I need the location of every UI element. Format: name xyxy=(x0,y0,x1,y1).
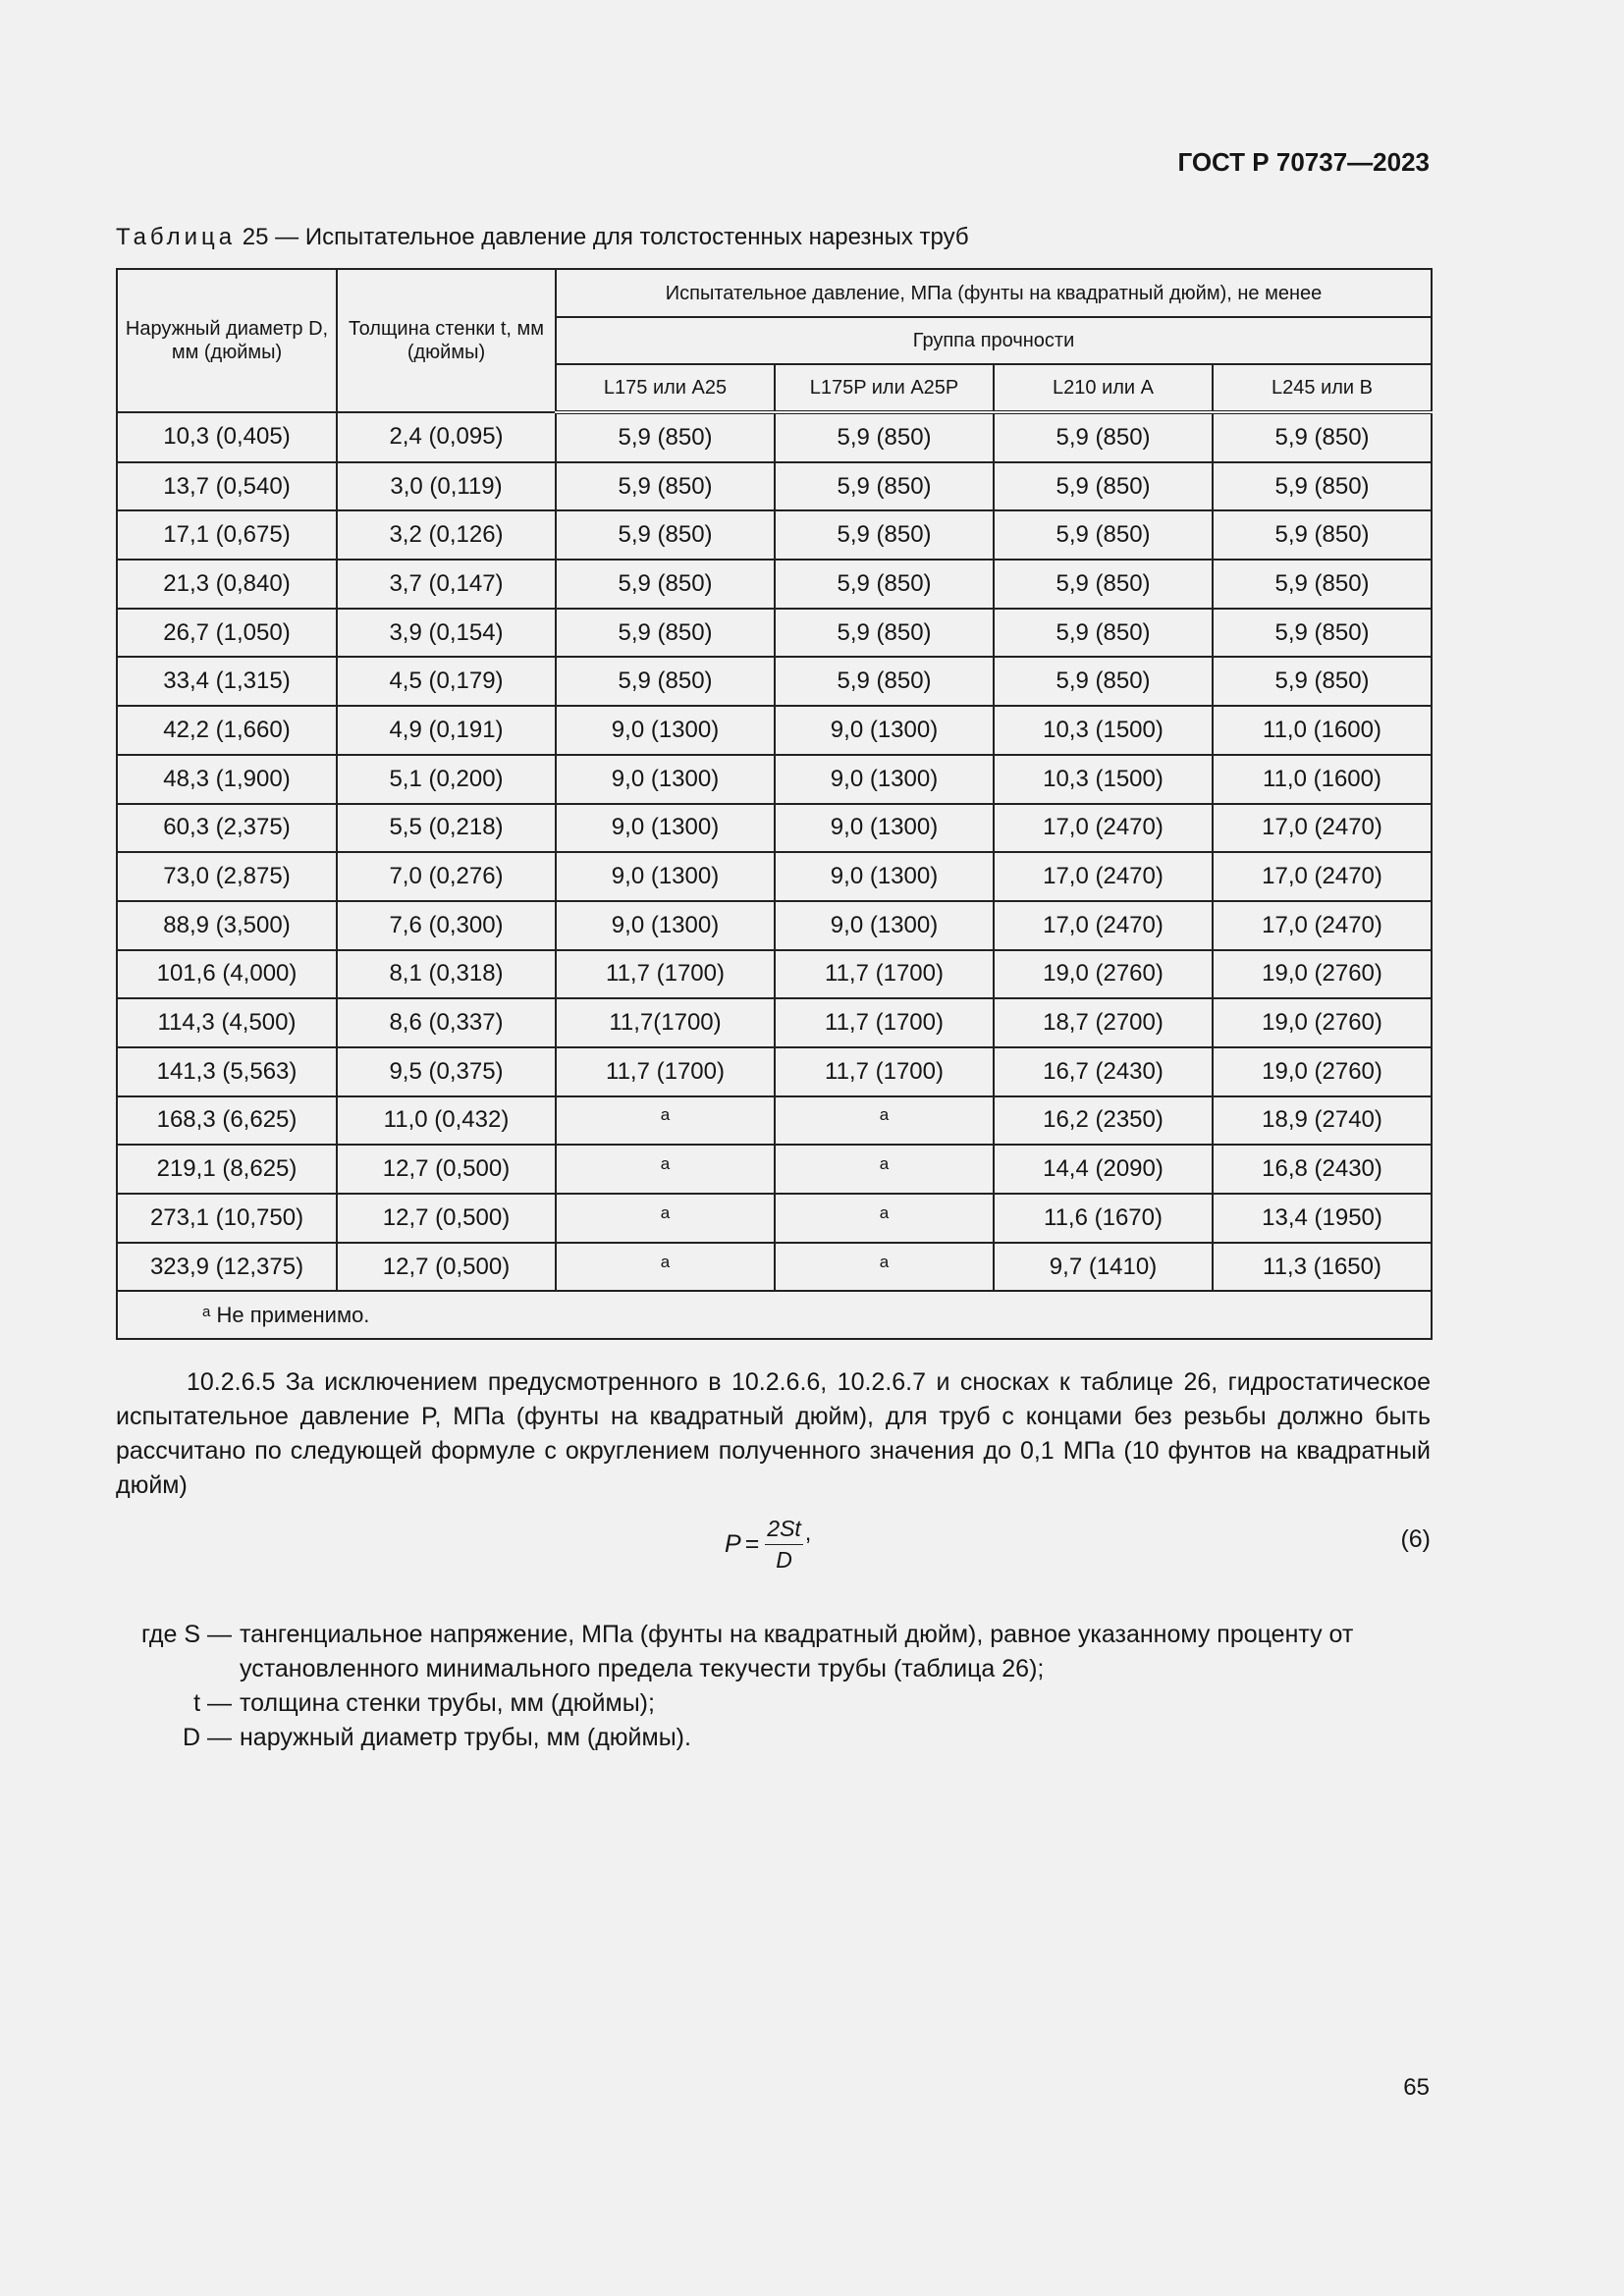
cell-outer-diameter: 323,9 (12,375) xyxy=(117,1243,337,1292)
cell-outer-diameter: 17,1 (0,675) xyxy=(117,510,337,560)
cell-test-pressure xyxy=(556,1096,775,1146)
definition-text: тангенциальное напряжение, МПа (фунты на квадратный дюйм), равное указанному проценту от установленного минимального предела текучести трубы (таблица 26); xyxy=(240,1621,1354,1682)
not-applicable-mark: a xyxy=(879,1202,890,1222)
cell-outer-diameter: 33,4 (1,315) xyxy=(117,657,337,706)
cell-test-pressure: 16,8 (2430) xyxy=(1213,1145,1432,1194)
cell-test-pressure: 17,0 (2470) xyxy=(994,852,1213,901)
cell-test-pressure: 18,7 (2700) xyxy=(994,998,1213,1047)
cell-test-pressure: 9,0 (1300) xyxy=(556,755,775,804)
table-body xyxy=(117,412,1432,1291)
table-row xyxy=(117,510,1432,560)
table-row xyxy=(117,755,1432,804)
body-paragraph xyxy=(116,1365,1431,1503)
cell-wall-thickness: 7,0 (0,276) xyxy=(337,852,556,901)
cell-test-pressure: 11,6 (1670) xyxy=(994,1194,1213,1243)
table-row xyxy=(117,1243,1432,1292)
cell-test-pressure: 5,9 (850) xyxy=(1213,609,1432,658)
table-row xyxy=(117,1145,1432,1194)
table-row xyxy=(117,560,1432,609)
cell-test-pressure: 5,9 (850) xyxy=(556,462,775,511)
table-caption-prefix: Таблица xyxy=(116,224,237,250)
cell-outer-diameter: 88,9 (3,500) xyxy=(117,901,337,950)
table-row xyxy=(117,412,1432,462)
cell-test-pressure xyxy=(556,1194,775,1243)
cell-test-pressure: 18,9 (2740) xyxy=(1213,1096,1432,1146)
cell-test-pressure: 16,2 (2350) xyxy=(994,1096,1213,1146)
cell-outer-diameter: 48,3 (1,900) xyxy=(117,755,337,804)
cell-test-pressure xyxy=(556,1243,775,1292)
definition-term: t — xyxy=(193,1689,232,1717)
cell-test-pressure: 5,9 (850) xyxy=(775,609,994,658)
table-row xyxy=(117,804,1432,853)
cell-outer-diameter: 141,3 (5,563) xyxy=(117,1047,337,1096)
header-outer-diameter: Наружный диаметр D, мм (дюймы) xyxy=(117,269,337,412)
cell-test-pressure xyxy=(775,1194,994,1243)
cell-wall-thickness: 12,7 (0,500) xyxy=(337,1194,556,1243)
cell-test-pressure: 5,9 (850) xyxy=(994,560,1213,609)
cell-test-pressure: 5,9 (850) xyxy=(994,657,1213,706)
equation-number: (6) xyxy=(1400,1525,1431,1553)
cell-test-pressure: 19,0 (2760) xyxy=(1213,1047,1432,1096)
page-number: 65 xyxy=(1403,2074,1430,2101)
cell-test-pressure: 9,0 (1300) xyxy=(556,852,775,901)
cell-test-pressure: 5,9 (850) xyxy=(994,510,1213,560)
cell-outer-diameter: 10,3 (0,405) xyxy=(117,412,337,462)
header-grade: L175P или A25P xyxy=(775,364,994,412)
table-row xyxy=(117,852,1432,901)
cell-test-pressure: 11,7(1700) xyxy=(556,998,775,1047)
cell-wall-thickness: 9,5 (0,375) xyxy=(337,1047,556,1096)
cell-test-pressure: 9,7 (1410) xyxy=(994,1243,1213,1292)
header-grade: L245 или B xyxy=(1213,364,1432,412)
document-id: ГОСТ Р 70737—2023 xyxy=(1177,147,1430,177)
table-row xyxy=(117,657,1432,706)
cell-test-pressure: 9,0 (1300) xyxy=(775,755,994,804)
cell-test-pressure: 5,9 (850) xyxy=(1213,412,1432,462)
cell-test-pressure: 5,9 (850) xyxy=(1213,657,1432,706)
cell-test-pressure: 9,0 (1300) xyxy=(556,804,775,853)
cell-test-pressure: 11,7 (1700) xyxy=(556,1047,775,1096)
definition-item xyxy=(116,1721,1431,1755)
cell-test-pressure: 5,9 (850) xyxy=(556,657,775,706)
cell-test-pressure: 5,9 (850) xyxy=(994,609,1213,658)
cell-test-pressure: 9,0 (1300) xyxy=(775,901,994,950)
cell-test-pressure: 11,7 (1700) xyxy=(775,998,994,1047)
cell-wall-thickness: 4,5 (0,179) xyxy=(337,657,556,706)
cell-test-pressure: 5,9 (850) xyxy=(556,412,775,462)
header-grade: L210 или A xyxy=(994,364,1213,412)
cell-test-pressure xyxy=(775,1243,994,1292)
cell-test-pressure: 19,0 (2760) xyxy=(1213,998,1432,1047)
table-caption xyxy=(116,224,969,251)
table-row xyxy=(117,462,1432,511)
cell-test-pressure: 11,3 (1650) xyxy=(1213,1243,1432,1292)
cell-test-pressure: 17,0 (2470) xyxy=(994,804,1213,853)
footnote-mark: a xyxy=(202,1303,211,1320)
cell-wall-thickness: 8,6 (0,337) xyxy=(337,998,556,1047)
cell-test-pressure: 9,0 (1300) xyxy=(556,706,775,755)
cell-test-pressure: 5,9 (850) xyxy=(556,510,775,560)
cell-outer-diameter: 168,3 (6,625) xyxy=(117,1096,337,1146)
cell-test-pressure: 5,9 (850) xyxy=(556,560,775,609)
formula-denominator: D xyxy=(776,1547,792,1573)
table-row xyxy=(117,1096,1432,1146)
cell-test-pressure: 11,7 (1700) xyxy=(556,950,775,999)
cell-test-pressure xyxy=(775,1145,994,1194)
definition-term: где S — xyxy=(140,1621,232,1648)
formula-numerator: 2St xyxy=(765,1516,803,1545)
cell-outer-diameter: 101,6 (4,000) xyxy=(117,950,337,999)
table-row xyxy=(117,706,1432,755)
definitions-list xyxy=(116,1618,1431,1755)
cell-wall-thickness: 4,9 (0,191) xyxy=(337,706,556,755)
header-test-pressure: Испытательное давление, МПа (фунты на квадратный дюйм), не менее xyxy=(556,269,1432,317)
table-row xyxy=(117,950,1432,999)
cell-test-pressure: 5,9 (850) xyxy=(994,462,1213,511)
not-applicable-mark: a xyxy=(879,1105,890,1125)
definition-text: наружный диаметр трубы, мм (дюймы). xyxy=(240,1724,691,1751)
not-applicable-mark: a xyxy=(879,1154,890,1174)
cell-test-pressure: 13,4 (1950) xyxy=(1213,1194,1432,1243)
cell-wall-thickness: 5,1 (0,200) xyxy=(337,755,556,804)
cell-wall-thickness: 11,0 (0,432) xyxy=(337,1096,556,1146)
cell-test-pressure xyxy=(556,1145,775,1194)
cell-test-pressure: 16,7 (2430) xyxy=(994,1047,1213,1096)
cell-test-pressure: 17,0 (2470) xyxy=(1213,901,1432,950)
definition-item xyxy=(116,1686,1431,1721)
header-strength-group: Группа прочности xyxy=(556,317,1432,364)
cell-outer-diameter: 21,3 (0,840) xyxy=(117,560,337,609)
cell-outer-diameter: 73,0 (2,875) xyxy=(117,852,337,901)
table-row xyxy=(117,901,1432,950)
cell-outer-diameter: 42,2 (1,660) xyxy=(117,706,337,755)
cell-wall-thickness: 3,7 (0,147) xyxy=(337,560,556,609)
pressure-table xyxy=(116,268,1433,1340)
cell-test-pressure: 9,0 (1300) xyxy=(556,901,775,950)
table-row xyxy=(117,998,1432,1047)
cell-outer-diameter: 219,1 (8,625) xyxy=(117,1145,337,1194)
header-wall-thickness: Толщина стенки t, мм (дюймы) xyxy=(337,269,556,412)
cell-test-pressure: 10,3 (1500) xyxy=(994,706,1213,755)
cell-wall-thickness: 5,5 (0,218) xyxy=(337,804,556,853)
cell-test-pressure: 17,0 (2470) xyxy=(1213,852,1432,901)
footnote-text: Не применимо. xyxy=(216,1302,370,1327)
definition-item xyxy=(116,1618,1431,1686)
formula-trail: , xyxy=(804,1520,812,1545)
cell-test-pressure xyxy=(775,1096,994,1146)
cell-test-pressure: 14,4 (2090) xyxy=(994,1145,1213,1194)
not-applicable-mark: a xyxy=(879,1252,890,1271)
cell-test-pressure: 11,7 (1700) xyxy=(775,950,994,999)
cell-outer-diameter: 13,7 (0,540) xyxy=(117,462,337,511)
formula-equals: = xyxy=(744,1530,760,1558)
cell-test-pressure: 9,0 (1300) xyxy=(775,852,994,901)
cell-test-pressure: 5,9 (850) xyxy=(775,657,994,706)
cell-wall-thickness: 2,4 (0,095) xyxy=(337,412,556,462)
cell-test-pressure: 5,9 (850) xyxy=(994,412,1213,462)
paragraph-text: 10.2.6.5 За исключением предусмотренного в 10.2.6.6, 10.2.6.7 и сносках к таблице 26, гидростатическое испытательное давление P, МПа (фунты на квадратный дюйм), для труб с концами без резьбы должно быть рассчитано по следующей формуле с округлением полученного значения до 0,1 МПа (10 фунтов на квадратный дюйм) xyxy=(116,1368,1431,1499)
formula xyxy=(725,1516,811,1574)
cell-wall-thickness: 3,0 (0,119) xyxy=(337,462,556,511)
cell-outer-diameter: 26,7 (1,050) xyxy=(117,609,337,658)
cell-outer-diameter: 273,1 (10,750) xyxy=(117,1194,337,1243)
cell-test-pressure: 5,9 (850) xyxy=(1213,510,1432,560)
cell-test-pressure: 9,0 (1300) xyxy=(775,804,994,853)
table-footnote xyxy=(117,1291,1432,1339)
cell-test-pressure: 9,0 (1300) xyxy=(775,706,994,755)
formula-fraction xyxy=(765,1516,803,1574)
cell-outer-diameter: 60,3 (2,375) xyxy=(117,804,337,853)
cell-test-pressure: 5,9 (850) xyxy=(775,462,994,511)
table-row xyxy=(117,1047,1432,1096)
cell-wall-thickness: 3,2 (0,126) xyxy=(337,510,556,560)
not-applicable-mark: a xyxy=(660,1105,671,1125)
not-applicable-mark: a xyxy=(660,1202,671,1222)
cell-test-pressure: 19,0 (2760) xyxy=(994,950,1213,999)
cell-test-pressure: 19,0 (2760) xyxy=(1213,950,1432,999)
cell-test-pressure: 5,9 (850) xyxy=(556,609,775,658)
cell-test-pressure: 11,0 (1600) xyxy=(1213,755,1432,804)
cell-wall-thickness: 8,1 (0,318) xyxy=(337,950,556,999)
cell-test-pressure: 17,0 (2470) xyxy=(994,901,1213,950)
cell-test-pressure: 5,9 (850) xyxy=(775,412,994,462)
cell-wall-thickness: 12,7 (0,500) xyxy=(337,1145,556,1194)
cell-test-pressure: 17,0 (2470) xyxy=(1213,804,1432,853)
not-applicable-mark: a xyxy=(660,1252,671,1271)
cell-test-pressure: 5,9 (850) xyxy=(775,510,994,560)
table-caption-text: 25 — Испытательное давление для толстостенных нарезных труб xyxy=(242,224,969,250)
cell-test-pressure: 11,7 (1700) xyxy=(775,1047,994,1096)
header-grade: L175 или A25 xyxy=(556,364,775,412)
cell-test-pressure: 5,9 (850) xyxy=(1213,560,1432,609)
cell-wall-thickness: 12,7 (0,500) xyxy=(337,1243,556,1292)
cell-wall-thickness: 7,6 (0,300) xyxy=(337,901,556,950)
table-row xyxy=(117,609,1432,658)
definition-text: толщина стенки трубы, мм (дюймы); xyxy=(240,1689,655,1717)
cell-test-pressure: 5,9 (850) xyxy=(775,560,994,609)
definition-term: D — xyxy=(183,1724,232,1751)
cell-test-pressure: 10,3 (1500) xyxy=(994,755,1213,804)
cell-wall-thickness: 3,9 (0,154) xyxy=(337,609,556,658)
cell-test-pressure: 5,9 (850) xyxy=(1213,462,1432,511)
table-row xyxy=(117,1194,1432,1243)
not-applicable-mark: a xyxy=(660,1154,671,1174)
formula-lhs: P xyxy=(725,1530,741,1558)
cell-outer-diameter: 114,3 (4,500) xyxy=(117,998,337,1047)
cell-test-pressure: 11,0 (1600) xyxy=(1213,706,1432,755)
